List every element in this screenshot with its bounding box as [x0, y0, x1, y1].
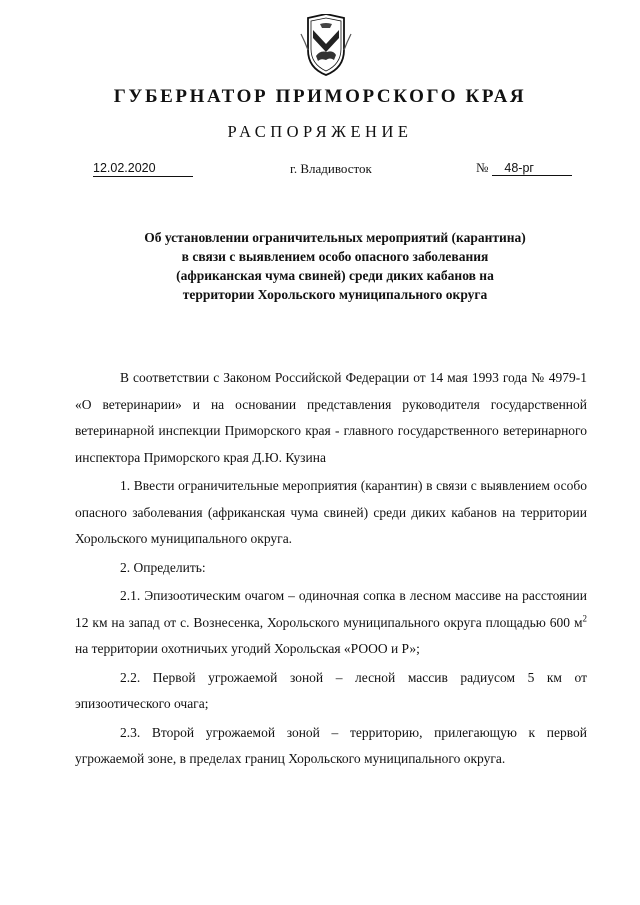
document-type: РАСПОРЯЖЕНИЕ	[227, 122, 413, 141]
item-2-3: 2.3. Второй угрожаемой зоной – территорию, прилегающую к первой угрожаемой зоне, в пределах границ Хорольского муниципального округа.	[75, 724, 587, 766]
item-2-2: 2.2. Первой угрожаемой зоной – лесной массив радиусом 5 км от эпизоотического очага;	[75, 669, 587, 711]
item-2-1-text: 2.1. Эпизоотическим очагом – одиночная сопка в лесном массиве на расстоянии 12 км на запад от с. Вознесенка, Хорольского муниципального округа площадью 600 м	[75, 588, 587, 630]
area-unit-superscript: 2	[582, 613, 587, 623]
document-city: г. Владивосток	[290, 161, 372, 176]
document-body	[75, 365, 587, 773]
preamble-paragraph: В соответствии с Законом Российской Федерации от 14 мая 1993 года № 4979-1 «О ветеринарии» и на основании представления руководителя государственной ветеринарной инспекции Приморского края - главного государственного ветеринарного инспектора Приморского края Д.Ю. Кузина	[75, 370, 587, 465]
document-subject: Об установлении ограничительных мероприятий (карантина) в связи с выявлением особо опасного заболевания (африканская чума свиней) среди диких кабанов на территории Хорольского муниципального округа	[144, 230, 526, 302]
document-number-block	[476, 160, 572, 176]
item-2: 2. Определить:	[120, 559, 206, 575]
item-2-1	[75, 583, 587, 663]
item-2-1-text-end: на территории охотничьих угодий Хорольская «РООО и Р»;	[75, 641, 420, 656]
item-1: 1. Ввести ограничительные мероприятия (карантин) в связи с выявлением особо опасного заболевания (африканская чума свиней) среди диких кабанов на территории Хорольского муниципального округа.	[75, 478, 587, 546]
number-label: №	[476, 160, 489, 175]
primorsky-coat-of-arms-icon	[300, 14, 352, 76]
authority-title: ГУБЕРНАТОР ПРИМОРСКОГО КРАЯ	[113, 86, 527, 107]
document-number: 48-рг	[492, 161, 572, 176]
document-date: 12.02.2020	[93, 161, 193, 177]
